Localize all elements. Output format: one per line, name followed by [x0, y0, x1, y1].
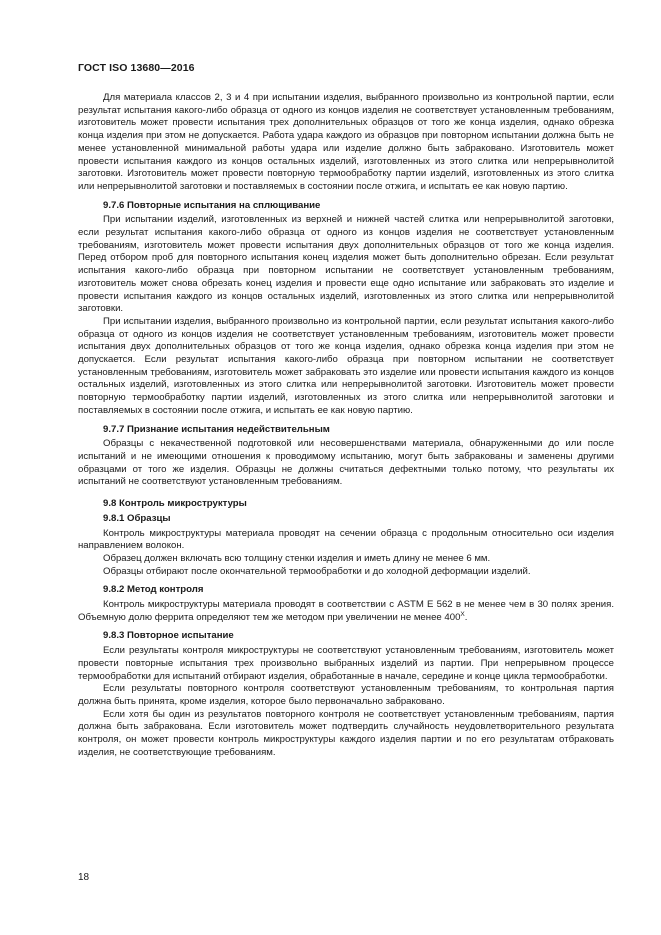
paragraph: Если хотя бы один из результатов повторного контроля не соответствует установленным требованиям, партия должна быть забракована. Если изготовитель может подтвердить случайность неудовлетворительного результата контроля, он может провести контроль микроструктуры каждого изделия партии и по его результатам отбраковать изделия, не соответствующие требованиям. — [78, 708, 614, 758]
section-heading-9-7-6: 9.7.6 Повторные испытания на сплющивание — [103, 199, 321, 211]
section-heading-9-8-3: 9.8.3 Повторное испытание — [103, 630, 234, 642]
paragraph: Образцы отбирают после окончательной термообработки и до холодной деформации изделий. — [103, 565, 531, 577]
document-body — [78, 92, 614, 759]
paragraph: При испытании изделия, выбранного произвольно из контрольной партии, если результат испытания какого-либо образца от одного из концов изделия не соответствует установленным требованиям, изготовитель может провести испытания двух дополнительных образцов от того же конца изделия, однако обрезка конца изделия при этом не допускается. Если результат испытания какого-либо образца при повторном испытании не соответствует установленным требованиям, изготовитель может забраковать это изделие или провести испытания каждого из концов остальных изделий, изготовленных из этого слитка или непрерывнолитой заготовки. Изготовитель может провести повторную термообработку партии изделий, изготовленных из этого слитка или непрерывнолитой заготовки и поставляемых в состоянии после отжига, и испытать ее как новую партию. — [78, 315, 614, 416]
section-heading-9-8-2: 9.8.2 Метод контроля — [103, 584, 204, 596]
paragraph: Контроль микроструктуры материала проводят на сечении образца с продольным относительно оси изделия направлением волокон. — [78, 527, 614, 552]
paragraph: Если результаты контроля микроструктуры не соответствуют установленным требованиям, изготовитель может провести повторные испытания трех произвольно выбранных изделий из партии. При непрерывном процессе термообработки для испытаний отбирают изделия, обработанные в начале, середине и конце цикла термообработки. — [78, 645, 614, 682]
document-header: ГОСТ ISO 13680—2016 — [78, 62, 195, 74]
paragraph — [78, 599, 614, 624]
paragraph: Если результаты повторного контроля соответствуют установленным требованиям, то контрольная партия должна быть принята, кроме изделия, которое было первоначально забраковано. — [78, 683, 614, 707]
paragraph: Образцы с некачественной подготовкой или несовершенствами материала, обнаруженными до или после испытаний и не имеющими отношения к проводимому испытанию, могут быть забракованы и заменены другими образцами от того же изделия. Образцы не должны считаться дефектными только потому, что результаты их испытаний не соответствуют установленным требованиям. — [78, 438, 614, 488]
paragraph-text: Контроль микроструктуры материала проводят в соответствии с ASTM E 562 в не менее чем в 30 полях зрения. Объемную долю феррита определяют тем же методом при увеличении не менее 400 — [78, 599, 614, 623]
paragraph: Образец должен включать всю толщину стенки изделия и иметь длину не менее 6 мм. — [103, 552, 491, 564]
section-heading-9-8: 9.8 Контроль микроструктуры — [103, 498, 247, 510]
paragraph-end: . — [464, 611, 468, 623]
section-heading-9-8-1: 9.8.1 Образцы — [103, 512, 171, 524]
section-heading-9-7-7: 9.7.7 Признание испытания недействительным — [103, 423, 330, 435]
paragraph: При испытании изделий, изготовленных из верхней и нижней частей слитка или непрерывнолитой заготовки, если результат испытания какого-либо образца от одного из концов изделия не соответствует установленным требованиям, изготовитель может провести испытания двух дополнительных образцов от того же конца изделия. Перед отбором проб для повторного испытания конец изделия может быть дополнительно обрезан. Если результат испытания какого-либо образца при повторном испытании не соответствует установленным требованиям, изготовитель может снова обрезать конец изделия и провести еще одно испытание или забраковать это изделие и провести испытания каждого из концов остальных изделий, изготовленных из этого слитка или непрерывнолитой заготовки. — [78, 214, 614, 315]
superscript: X — [460, 610, 465, 618]
paragraph: Для материала классов 2, 3 и 4 при испытании изделия, выбранного произвольно из контрольной партии, если результат испытания какого-либо образца от одного из концов изделия не соответствует установленным требованиям, изготовитель может провести испытания трех дополнительных образцов от того же конца изделия, однако обрезка конца изделия при этом не допускается. Работа удара каждого из образцов при повторном испытании должна быть не менее установленной минимальной работы удара или изделие должно быть забраковано. Изготовитель может провести испытания каждого из концов остальных изделий, изготовленных из этого слитка или непрерывнолитой заготовки. Изготовитель может провести повторную термообработку партии изделий, изготовленных из этого слитка или непрерывнолитой заготовки и поставляемых в состоянии после отжига, и испытать ее как новую партию. — [78, 92, 614, 192]
page-number: 18 — [78, 872, 90, 883]
